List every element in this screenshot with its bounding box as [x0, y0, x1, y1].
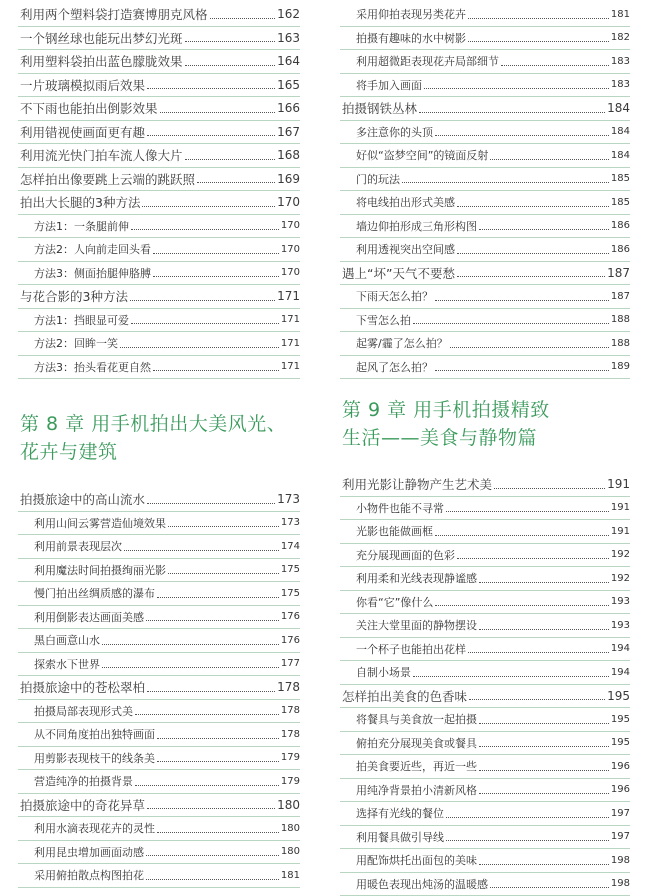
- toc-entry-row: [340, 708, 630, 732]
- dot-leader: [131, 229, 279, 230]
- toc-entry-row: [18, 747, 300, 771]
- dot-leader: [494, 488, 605, 489]
- toc-page-number: 183: [611, 79, 630, 90]
- toc-entry-title: 利用昆虫增加画面动感: [34, 844, 144, 860]
- right-column-bottom: [340, 473, 630, 896]
- toc-page-number: 185: [611, 197, 630, 208]
- toc-entry-row: [18, 215, 300, 239]
- dot-leader: [457, 253, 609, 254]
- toc-entry-title: 用纯净背景拍小清新风格: [356, 782, 477, 798]
- dot-leader: [479, 864, 609, 865]
- toc-page-number: 195: [611, 737, 630, 748]
- dot-leader: [130, 300, 275, 301]
- toc-entry-title: 一个钢丝球也能玩出梦幻光斑: [20, 29, 183, 47]
- toc-page-number: 175: [281, 588, 300, 599]
- toc-page-number: 183: [611, 56, 630, 67]
- toc-entry-title: 用配饰烘托出面包的美味: [356, 852, 477, 868]
- toc-entry-title: 关注大堂里面的静物摆设: [356, 617, 477, 633]
- dot-leader: [153, 276, 279, 277]
- toc-page-number: 186: [611, 220, 630, 231]
- toc-entry-row: [340, 191, 630, 215]
- toc-page-number: 162: [277, 7, 300, 21]
- dot-leader: [147, 135, 275, 136]
- dot-leader: [446, 817, 609, 818]
- dot-leader: [479, 629, 609, 630]
- toc-page-number: 198: [611, 878, 630, 889]
- toc-entry-title: 慢门拍出丝绸质感的瀑布: [34, 585, 155, 601]
- toc-entry-row: [340, 309, 630, 333]
- toc-entry-title: 拍摄旅途中的奇花异草: [20, 796, 145, 814]
- toc-entry-row: [340, 238, 630, 262]
- toc-page-number: 194: [611, 643, 630, 654]
- dot-leader: [457, 558, 609, 559]
- toc-page-number: 195: [611, 714, 630, 725]
- toc-entry-title: 自制小场景: [356, 664, 411, 680]
- toc-entry-title: 利用水滴表现花卉的灵性: [34, 820, 155, 836]
- toc-entry-title: 探索水下世界: [34, 656, 100, 672]
- toc-entry-title: 小物件也能不寻常: [356, 500, 444, 516]
- dot-leader: [419, 112, 605, 113]
- toc-entry-title: 好似“盗梦空间”的镜面反射: [356, 147, 488, 163]
- dot-leader: [446, 511, 609, 512]
- toc-page-number: 165: [277, 78, 300, 92]
- toc-entry-title: 方法2：回眸一笑: [34, 335, 118, 351]
- toc-section-row: [340, 262, 630, 286]
- dot-leader: [157, 597, 279, 598]
- dot-leader: [457, 276, 605, 277]
- chapter-9-heading: [342, 396, 642, 452]
- toc-entry-row: [18, 559, 300, 583]
- dot-leader: [457, 206, 609, 207]
- toc-entry-title: 利用山间云雾营造仙境效果: [34, 515, 166, 531]
- toc-page-number: 196: [611, 784, 630, 795]
- toc-entry-row: [18, 817, 300, 841]
- toc-entry-title: 利用超微距表现花卉局部细节: [356, 53, 499, 69]
- toc-section-row: [18, 3, 300, 27]
- toc-entry-row: [18, 864, 300, 888]
- toc-entry-row: [340, 121, 630, 145]
- toc-page-number: 189: [611, 361, 630, 372]
- dot-leader: [102, 667, 279, 668]
- dot-leader: [120, 347, 279, 348]
- dot-leader: [446, 840, 609, 841]
- toc-entry-title: 起风了怎么拍？: [356, 359, 433, 375]
- toc-page-number: 178: [277, 680, 300, 694]
- toc-entry-row: [340, 27, 630, 51]
- dot-leader: [157, 832, 279, 833]
- toc-list-left-bottom: [18, 488, 300, 888]
- dot-leader: [424, 88, 609, 89]
- toc-section-row: [18, 285, 300, 309]
- toc-section-row: [18, 144, 300, 168]
- toc-page-number: 178: [281, 705, 300, 716]
- toc-entry-title: 墙边仰拍形成三角形构图: [356, 218, 477, 234]
- toc-entry-row: [340, 285, 630, 309]
- toc-entry-row: [18, 356, 300, 380]
- chapter-9-line1: 第 9 章 用手机拍摄精致: [342, 396, 642, 424]
- toc-entry-row: [340, 332, 630, 356]
- dot-leader: [402, 182, 609, 183]
- toc-entry-row: [18, 262, 300, 286]
- toc-entry-title: 利用透视突出空间感: [356, 241, 455, 257]
- toc-entry-title: 拍出大长腿的3种方法: [20, 193, 140, 211]
- toc-page-number: 193: [611, 620, 630, 631]
- toc-section-row: [18, 50, 300, 74]
- toc-entry-title: 利用餐具做引导线: [356, 829, 444, 845]
- toc-entry-title: 光影也能做画框: [356, 523, 433, 539]
- toc-list-right-top: [340, 3, 630, 379]
- toc-entry-title: 门的玩法: [356, 171, 400, 187]
- toc-entry-row: [18, 841, 300, 865]
- dot-leader: [157, 761, 279, 762]
- toc-page-number: 196: [611, 761, 630, 772]
- toc-entry-title: 方法1：挡眼显可爱: [34, 312, 129, 328]
- toc-entry-title: 一片玻璃模拟雨后效果: [20, 76, 145, 94]
- dot-leader: [157, 738, 279, 739]
- dot-leader: [147, 503, 275, 504]
- dot-leader: [146, 620, 279, 621]
- toc-entry-title: 遇上“坏”天气不要愁: [342, 264, 455, 282]
- toc-entry-title: 多注意你的头顶: [356, 124, 433, 140]
- toc-entry-row: [340, 144, 630, 168]
- dot-leader: [131, 323, 279, 324]
- toc-page-number: 198: [611, 855, 630, 866]
- dot-leader: [413, 676, 609, 677]
- toc-page-number: 186: [611, 244, 630, 255]
- dot-leader: [197, 182, 275, 183]
- toc-entry-row: [18, 582, 300, 606]
- toc-page-number: 170: [281, 267, 300, 278]
- dot-leader: [185, 159, 276, 160]
- toc-section-row: [18, 74, 300, 98]
- dot-leader: [413, 323, 609, 324]
- toc-page-number: 180: [281, 846, 300, 857]
- left-column-bottom: [18, 488, 300, 888]
- dot-leader: [146, 879, 279, 880]
- dot-leader: [185, 41, 276, 42]
- toc-entry-title: 拍摄有趣味的水中树影: [356, 30, 466, 46]
- toc-page-number: 180: [277, 798, 300, 812]
- toc-page-number: 163: [277, 31, 300, 45]
- toc-entry-row: [340, 614, 630, 638]
- toc-page-number: 192: [611, 573, 630, 584]
- toc-entry-title: 怎样拍出美食的色香味: [342, 687, 467, 705]
- toc-entry-title: 利用两个塑料袋打造赛博朋克风格: [20, 5, 208, 23]
- dot-leader: [435, 135, 609, 136]
- toc-page-number: 193: [611, 596, 630, 607]
- toc-page-number: 169: [277, 172, 300, 186]
- dot-leader: [147, 808, 275, 809]
- toc-page-number: 187: [607, 266, 630, 280]
- toc-section-row: [18, 121, 300, 145]
- dot-leader: [490, 887, 609, 888]
- dot-leader: [435, 605, 609, 606]
- dot-leader: [102, 644, 279, 645]
- dot-leader: [479, 746, 609, 747]
- chapter-8-line2: 花卉与建筑: [20, 438, 320, 466]
- toc-entry-title: 怎样拍出像要跳上云端的跳跃照: [20, 170, 195, 188]
- toc-entry-title: 起雾/霾了怎么拍？: [356, 335, 448, 351]
- toc-page-number: 164: [277, 54, 300, 68]
- toc-entry-title: 利用柔和光线表现静谧感: [356, 570, 477, 586]
- dot-leader: [147, 88, 275, 89]
- toc-entry-row: [340, 168, 630, 192]
- dot-leader: [479, 770, 609, 771]
- toc-entry-title: 拍摄旅途中的高山流水: [20, 490, 145, 508]
- toc-entry-title: 将餐具与美食放一起拍摄: [356, 711, 477, 727]
- toc-page-number: 175: [281, 564, 300, 575]
- dot-leader: [469, 699, 605, 700]
- dot-leader: [153, 370, 279, 371]
- toc-section-row: [340, 97, 630, 121]
- toc-entry-title: 利用错视使画面更有趣: [20, 123, 145, 141]
- toc-page-number: 182: [611, 32, 630, 43]
- toc-entry-title: 充分展现画面的色彩: [356, 547, 455, 563]
- toc-entry-row: [340, 732, 630, 756]
- toc-entry-title: 拍美食要近些，再近一些: [356, 758, 477, 774]
- chapter-8-line1: 第 8 章 用手机拍出大美风光、: [20, 410, 320, 438]
- toc-entry-title: 用剪影表现枝干的线条美: [34, 750, 155, 766]
- toc-entry-row: [18, 629, 300, 653]
- toc-entry-title: 将电线拍出形式美感: [356, 194, 455, 210]
- toc-page-number: 179: [281, 776, 300, 787]
- toc-page-number: 191: [607, 477, 630, 491]
- dot-leader: [468, 18, 609, 19]
- toc-page-number: 184: [611, 150, 630, 161]
- toc-page-number: 170: [281, 244, 300, 255]
- toc-entry-row: [340, 3, 630, 27]
- toc-page-number: 188: [611, 314, 630, 325]
- toc-page-number: 171: [281, 361, 300, 372]
- toc-entry-title: 将手加入画面: [356, 77, 422, 93]
- dot-leader: [490, 159, 609, 160]
- dot-leader: [435, 535, 609, 536]
- toc-entry-title: 方法2：人向前走回头看: [34, 241, 151, 257]
- toc-page-number: 179: [281, 752, 300, 763]
- toc-page-number: 166: [277, 101, 300, 115]
- toc-entry-row: [340, 873, 630, 896]
- toc-entry-row: [340, 497, 630, 521]
- dot-leader: [479, 723, 609, 724]
- toc-entry-row: [18, 309, 300, 333]
- toc-entry-title: 一个杯子也能拍出花样: [356, 641, 466, 657]
- toc-entry-title: 俯拍充分展现美食或餐具: [356, 735, 477, 751]
- dot-leader: [142, 206, 275, 207]
- dot-leader: [147, 691, 275, 692]
- toc-page-number: 168: [277, 148, 300, 162]
- toc-page-number: 184: [611, 126, 630, 137]
- toc-entry-title: 方法1：一条腿前伸: [34, 218, 129, 234]
- toc-entry-row: [18, 535, 300, 559]
- toc-page-number: 180: [281, 823, 300, 834]
- toc-page-number: 176: [281, 635, 300, 646]
- toc-section-row: [18, 488, 300, 512]
- toc-entry-title: 利用魔法时间拍摄绚丽光影: [34, 562, 166, 578]
- dot-leader: [168, 526, 279, 527]
- toc-entry-title: 选择有光线的餐位: [356, 805, 444, 821]
- toc-entry-title: 下雪怎么拍: [356, 312, 411, 328]
- toc-page-number: 194: [611, 667, 630, 678]
- toc-entry-title: 利用流光快门拍车流人像大片: [20, 146, 183, 164]
- chapter-8-heading: [20, 410, 320, 466]
- toc-entry-row: [18, 332, 300, 356]
- toc-entry-title: 你看“它”像什么: [356, 594, 433, 610]
- toc-entry-row: [340, 802, 630, 826]
- toc-page-number: 184: [607, 101, 630, 115]
- toc-entry-row: [18, 770, 300, 794]
- toc-entry-row: [340, 826, 630, 850]
- toc-page-number: 171: [281, 314, 300, 325]
- toc-entry-title: 利用前景表现层次: [34, 538, 122, 554]
- dot-leader: [153, 253, 279, 254]
- toc-section-row: [340, 473, 630, 497]
- toc-entry-title: 利用塑料袋拍出蓝色朦胧效果: [20, 52, 183, 70]
- dot-leader: [450, 347, 609, 348]
- toc-page-number: 174: [281, 541, 300, 552]
- toc-section-row: [340, 685, 630, 709]
- toc-entry-row: [340, 849, 630, 873]
- toc-entry-title: 拍摄局部表现形式美: [34, 703, 133, 719]
- dot-leader: [479, 582, 609, 583]
- dot-leader: [124, 550, 279, 551]
- toc-entry-row: [340, 520, 630, 544]
- dot-leader: [135, 714, 279, 715]
- toc-entry-title: 拍摄钢铁丛林: [342, 99, 417, 117]
- toc-entry-row: [340, 356, 630, 380]
- toc-page-number: 177: [281, 658, 300, 669]
- toc-page-number: 170: [281, 220, 300, 231]
- toc-entry-row: [18, 512, 300, 536]
- chapter-9-line2: 生活——美食与静物篇: [342, 424, 642, 452]
- toc-entry-row: [340, 638, 630, 662]
- toc-page-number: 171: [277, 289, 300, 303]
- dot-leader: [146, 855, 279, 856]
- toc-section-row: [18, 97, 300, 121]
- toc-entry-row: [340, 544, 630, 568]
- left-column-top: [18, 3, 300, 379]
- toc-page-number: 178: [281, 729, 300, 740]
- toc-entry-row: [340, 661, 630, 685]
- toc-page-number: 191: [611, 526, 630, 537]
- toc-page-number: 167: [277, 125, 300, 139]
- dot-leader: [479, 229, 609, 230]
- toc-list-left-top: [18, 3, 300, 379]
- toc-page-number: 170: [277, 195, 300, 209]
- dot-leader: [468, 41, 609, 42]
- dot-leader: [185, 65, 276, 66]
- toc-section-row: [18, 168, 300, 192]
- toc-entry-title: 黑白画意山水: [34, 632, 100, 648]
- dot-leader: [210, 18, 276, 19]
- toc-entry-row: [18, 653, 300, 677]
- toc-page-number: 195: [607, 689, 630, 703]
- toc-section-row: [18, 794, 300, 818]
- dot-leader: [479, 793, 609, 794]
- toc-page-number: 191: [611, 502, 630, 513]
- toc-entry-title: 用暖色表现出炖汤的温暖感: [356, 876, 488, 892]
- toc-section-row: [18, 27, 300, 51]
- toc-entry-title: 方法3：抬头看花更自然: [34, 359, 151, 375]
- toc-entry-row: [18, 700, 300, 724]
- toc-page-number: 185: [611, 173, 630, 184]
- toc-entry-title: 采用俯拍散点构图拍花: [34, 867, 144, 883]
- toc-page-number: 197: [611, 831, 630, 842]
- toc-entry-row: [340, 50, 630, 74]
- toc-page-number: 173: [281, 517, 300, 528]
- toc-entry-title: 利用倒影表达画面美感: [34, 609, 144, 625]
- toc-entry-row: [340, 567, 630, 591]
- toc-entry-row: [340, 215, 630, 239]
- dot-leader: [135, 785, 279, 786]
- dot-leader: [435, 300, 609, 301]
- toc-entry-title: 营造纯净的拍摄背景: [34, 773, 133, 789]
- toc-page-number: 176: [281, 611, 300, 622]
- toc-page-number: 171: [281, 338, 300, 349]
- dot-leader: [501, 65, 609, 66]
- toc-page-number: 187: [611, 291, 630, 302]
- toc-entry-title: 下雨天怎么拍？: [356, 288, 433, 304]
- toc-entry-title: 方法3：侧面抬腿伸胳膊: [34, 265, 151, 281]
- toc-entry-title: 采用仰拍表现另类花卉: [356, 6, 466, 22]
- toc-entry-row: [18, 723, 300, 747]
- toc-entry-title: 利用光影让静物产生艺术美: [342, 475, 492, 493]
- dot-leader: [160, 112, 276, 113]
- toc-entry-title: 与花合影的3种方法: [20, 287, 128, 305]
- toc-entry-row: [340, 74, 630, 98]
- toc-entry-row: [18, 606, 300, 630]
- dot-leader: [435, 370, 609, 371]
- toc-page-number: 192: [611, 549, 630, 560]
- toc-page-number: 173: [277, 492, 300, 506]
- toc-page-number: 188: [611, 338, 630, 349]
- toc-entry-title: 不下雨也能拍出倒影效果: [20, 99, 158, 117]
- toc-entry-row: [340, 755, 630, 779]
- right-column-top: [340, 3, 630, 379]
- toc-page-number: 197: [611, 808, 630, 819]
- toc-entry-row: [340, 591, 630, 615]
- toc-entry-title: 从不同角度拍出独特画面: [34, 726, 155, 742]
- dot-leader: [168, 573, 279, 574]
- toc-page-number: 181: [281, 870, 300, 881]
- toc-list-right-bottom: [340, 473, 630, 896]
- dot-leader: [468, 652, 609, 653]
- toc-entry-title: 拍摄旅途中的苍松翠柏: [20, 678, 145, 696]
- toc-section-row: [18, 191, 300, 215]
- toc-page-number: 181: [611, 9, 630, 20]
- toc-section-row: [18, 676, 300, 700]
- toc-entry-row: [18, 238, 300, 262]
- toc-entry-row: [340, 779, 630, 803]
